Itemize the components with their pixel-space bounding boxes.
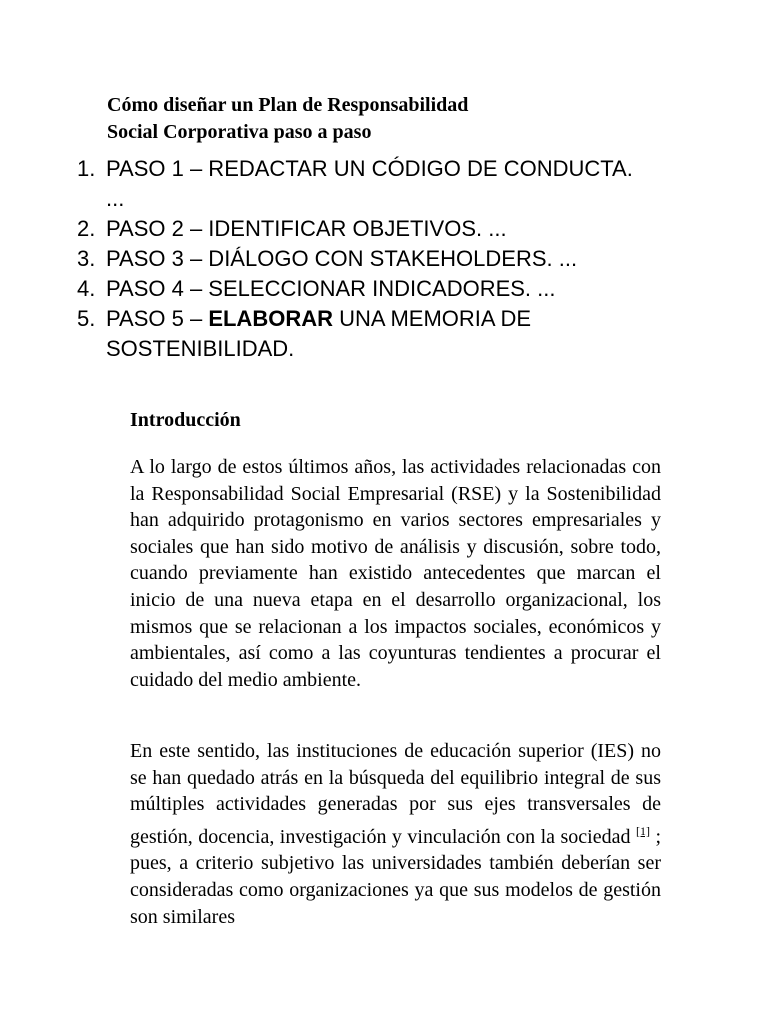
step-text: PASO 4 – SELECCIONAR INDICADORES. ... bbox=[106, 276, 556, 301]
step-text: PASO 2 – IDENTIFICAR OBJETIVOS. ... bbox=[106, 216, 507, 241]
step-text-continuation: SOSTENIBILIDAD. bbox=[106, 336, 295, 361]
document-title bbox=[107, 92, 707, 146]
step-item-5 bbox=[0, 304, 700, 364]
step-number: 2. bbox=[77, 216, 96, 241]
step-text-rest: UNA MEMORIA DE bbox=[332, 306, 532, 331]
step-number: 3. bbox=[77, 246, 96, 271]
document-title-line-2: Social Corporativa paso a paso bbox=[107, 121, 372, 143]
step-text-bold: ELABORAR bbox=[208, 306, 333, 331]
step-item-2 bbox=[0, 214, 700, 244]
step-text-continuation: ... bbox=[106, 186, 125, 211]
step-text: PASO 3 – DIÁLOGO CON STAKEHOLDERS. ... bbox=[106, 246, 578, 271]
step-text: PASO 5 – bbox=[106, 306, 209, 331]
step-number: 4. bbox=[77, 276, 96, 301]
steps-list bbox=[0, 154, 700, 364]
step-number: 1. bbox=[77, 156, 96, 181]
paragraph-text: En este sentido, las instituciones de educación superior (IES) no se han quedado atrás en la búsqueda del equilibrio integral de sus múltiples actividades generadas por sus ejes transversales de gestión, docencia, investigación y vinculación con la sociedad bbox=[130, 740, 661, 848]
step-item-4 bbox=[0, 274, 700, 304]
section-heading-introduccion: Introducción bbox=[130, 409, 241, 431]
step-number: 5. bbox=[77, 306, 96, 331]
step-item-3 bbox=[0, 244, 700, 274]
step-text: PASO 1 – REDACTAR UN CÓDIGO DE CONDUCTA. bbox=[106, 156, 633, 181]
introduction-paragraph-1: A lo largo de estos últimos años, las actividades relacionadas con la Responsabilidad Social Empresarial (RSE) y la Sostenibilidad han adquirido protagonismo en varios sectores empresariales y sociales que han sido motivo de análisis y discusión, sobre todo, cuando previamente han existido antecedentes que marcan el inicio de una nueva etapa en el desarrollo organizacional, los mismos que se relacionan a los impactos sociales, económicos y ambientales, así como a las coyunturas tendientes a procurar el cuidado del medio ambiente. bbox=[130, 456, 661, 691]
introduction-paragraph-2 bbox=[130, 738, 661, 930]
footnote-link[interactable]: [1] bbox=[635, 823, 650, 838]
document-title-line-1: Cómo diseñar un Plan de Responsabilidad bbox=[107, 94, 469, 116]
step-item-1 bbox=[0, 154, 700, 214]
paragraph-text-continued: ; pues, a criterio subjetivo las universidades también deberían ser consideradas como organizaciones ya que sus modelos de gestión son similares bbox=[130, 825, 661, 928]
